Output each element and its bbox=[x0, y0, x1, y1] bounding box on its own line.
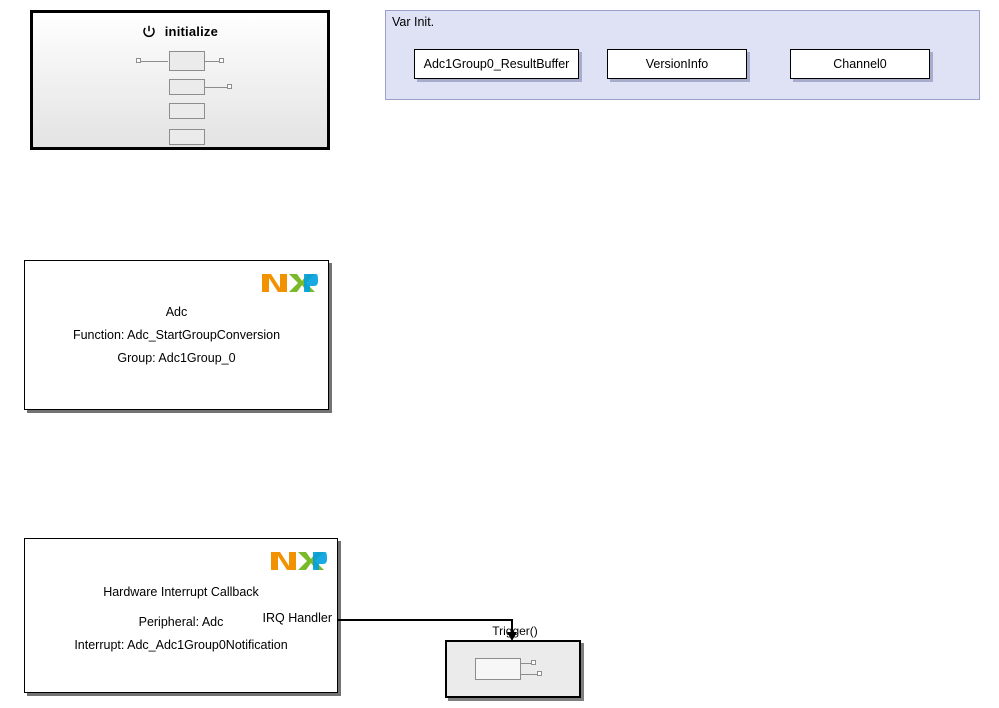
isr-block-title: Hardware Interrupt Callback bbox=[103, 585, 259, 599]
adc-block-line-name: Adc bbox=[165, 305, 188, 319]
nxp-logo-icon bbox=[260, 269, 318, 295]
var-block-channel0[interactable] bbox=[790, 49, 930, 79]
irq-handler-port-label: IRQ Handler bbox=[262, 611, 332, 625]
preview-line bbox=[521, 663, 531, 664]
adc-block-line-function: Function: Adc_StartGroupConversion bbox=[72, 328, 281, 342]
signal-line-horizontal bbox=[338, 619, 513, 621]
initialize-title-text: initialize bbox=[164, 24, 219, 39]
var-block-label: Channel0 bbox=[833, 57, 887, 71]
trigger-subsystem-block[interactable] bbox=[445, 624, 581, 698]
trigger-label: Trigger() bbox=[492, 624, 538, 638]
var-block-result-buffer[interactable] bbox=[414, 49, 579, 79]
preview-line bbox=[521, 674, 537, 675]
preview-block bbox=[169, 129, 205, 145]
preview-line bbox=[205, 87, 229, 88]
isr-block-interrupt: Interrupt: Adc_Adc1Group0Notification bbox=[74, 638, 288, 652]
power-icon bbox=[142, 25, 156, 42]
preview-port bbox=[136, 58, 141, 63]
isr-block-peripheral: Peripheral: Adc bbox=[138, 615, 224, 629]
preview-block bbox=[169, 79, 205, 95]
preview-line bbox=[141, 61, 168, 62]
adc-block-text bbox=[25, 301, 328, 370]
adc-block-line-group: Group: Adc1Group_0 bbox=[117, 351, 236, 365]
var-init-label: Var Init. bbox=[392, 15, 435, 29]
preview-port bbox=[531, 660, 536, 665]
preview-port bbox=[227, 84, 232, 89]
preview-port bbox=[537, 671, 542, 676]
var-block-label: Adc1Group0_ResultBuffer bbox=[423, 57, 570, 71]
var-init-panel[interactable] bbox=[385, 10, 980, 100]
preview-port bbox=[219, 58, 224, 63]
var-block-version-info[interactable] bbox=[607, 49, 747, 79]
initialize-title bbox=[33, 24, 327, 42]
preview-block bbox=[169, 51, 205, 71]
nxp-logo-icon bbox=[269, 547, 327, 573]
isr-block-text bbox=[25, 581, 337, 604]
var-block-label: VersionInfo bbox=[645, 57, 709, 71]
trigger-inner-preview-block bbox=[475, 658, 521, 680]
hardware-interrupt-callback-block[interactable] bbox=[24, 538, 338, 693]
preview-block bbox=[169, 103, 205, 119]
adc-function-block[interactable] bbox=[24, 260, 329, 410]
initialize-inner-preview bbox=[33, 43, 327, 153]
initialize-subsystem-block[interactable] bbox=[30, 10, 330, 150]
